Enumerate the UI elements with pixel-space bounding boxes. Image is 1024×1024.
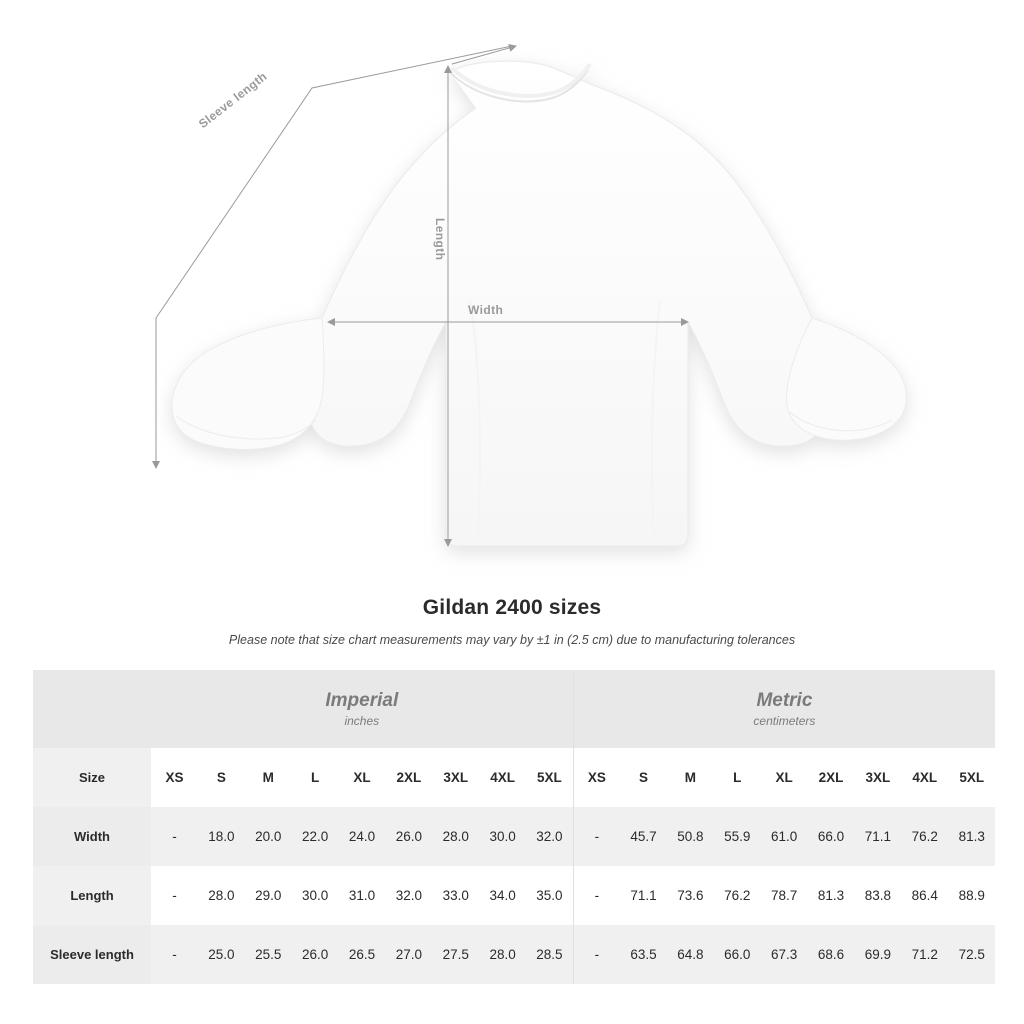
measurement-cell-metric: 66.0 xyxy=(714,925,761,984)
size-header-cell: L xyxy=(292,748,339,807)
measurement-cell-imperial: 26.5 xyxy=(339,925,386,984)
table-row xyxy=(33,866,995,925)
tolerance-note: Please note that size chart measurements may vary by ±1 in (2.5 cm) due to manufacturing tolerances xyxy=(228,633,796,647)
size-header-cell: S xyxy=(620,748,667,807)
measurement-cell-metric: 78.7 xyxy=(761,866,808,925)
measurement-cell-imperial: 32.0 xyxy=(385,866,432,925)
measurement-cell-imperial: 25.0 xyxy=(198,925,245,984)
length-label: Length xyxy=(433,218,447,261)
measurement-cell-imperial: 18.0 xyxy=(198,807,245,866)
measurement-cell-imperial: 32.0 xyxy=(526,807,573,866)
measurement-cell-metric: - xyxy=(573,866,620,925)
size-table-container xyxy=(33,670,991,984)
sleeve-length-label: Sleeve length xyxy=(196,69,270,132)
table-row xyxy=(33,807,995,866)
measurement-cell-metric: 83.8 xyxy=(854,866,901,925)
size-header-cell: 2XL xyxy=(808,748,855,807)
measurement-cell-metric: 66.0 xyxy=(808,807,855,866)
size-header-cell: 5XL xyxy=(526,748,573,807)
measurement-cell-imperial: - xyxy=(151,807,198,866)
measurement-cell-imperial: 27.5 xyxy=(432,925,479,984)
measurement-cell-imperial: 22.0 xyxy=(292,807,339,866)
measurement-cell-metric: 71.1 xyxy=(854,807,901,866)
measurement-cell-metric: 71.2 xyxy=(901,925,948,984)
table-row xyxy=(33,925,995,984)
size-header-cell: M xyxy=(667,748,714,807)
measurement-cell-imperial: 26.0 xyxy=(292,925,339,984)
size-header-cell: 2XL xyxy=(385,748,432,807)
measurement-cell-imperial: 20.0 xyxy=(245,807,292,866)
measurement-cell-metric: 68.6 xyxy=(808,925,855,984)
row-label: Sleeve length xyxy=(33,925,151,984)
measurement-cell-imperial: 30.0 xyxy=(479,807,526,866)
size-header-cell: XS xyxy=(151,748,198,807)
page-title: Gildan 2400 sizes xyxy=(422,596,602,619)
width-label: Width xyxy=(468,303,504,317)
measurement-cell-metric: 45.7 xyxy=(620,807,667,866)
measurement-cell-metric: 76.2 xyxy=(901,807,948,866)
measurement-cell-metric: 86.4 xyxy=(901,866,948,925)
size-header-cell: 4XL xyxy=(901,748,948,807)
measurement-cell-metric: 63.5 xyxy=(620,925,667,984)
measurement-cell-imperial: 34.0 xyxy=(479,866,526,925)
row-label: Width xyxy=(33,807,151,866)
imperial-unit-label: inches xyxy=(344,714,380,729)
title-block xyxy=(0,596,1024,647)
metric-unit-label: centimeters xyxy=(753,714,816,729)
size-header-cell: XS xyxy=(573,748,620,807)
size-header-cell: L xyxy=(714,748,761,807)
unit-header-spacer xyxy=(33,670,151,748)
size-header-cell: M xyxy=(245,748,292,807)
measurement-cell-imperial: 29.0 xyxy=(245,866,292,925)
measurement-cell-metric: 69.9 xyxy=(854,925,901,984)
measurement-cell-imperial: 27.0 xyxy=(385,925,432,984)
measurement-cell-metric: - xyxy=(573,807,620,866)
size-header-row xyxy=(33,748,995,807)
size-header-cell: 5XL xyxy=(948,748,995,807)
measurement-cell-imperial: 28.5 xyxy=(526,925,573,984)
measurement-cell-metric: 61.0 xyxy=(761,807,808,866)
measurement-cell-metric: 76.2 xyxy=(714,866,761,925)
size-header-cell: 3XL xyxy=(432,748,479,807)
size-header-cell: 3XL xyxy=(854,748,901,807)
measurement-cell-metric: 81.3 xyxy=(948,807,995,866)
measurement-cell-metric: 55.9 xyxy=(714,807,761,866)
measurement-cell-metric: 71.1 xyxy=(620,866,667,925)
measurement-cell-imperial: 25.5 xyxy=(245,925,292,984)
size-table xyxy=(33,670,995,984)
size-header-cell: S xyxy=(198,748,245,807)
imperial-header xyxy=(151,670,573,748)
row-label: Length xyxy=(33,866,151,925)
size-header-cell: XL xyxy=(339,748,386,807)
measurement-cell-imperial: 28.0 xyxy=(479,925,526,984)
metric-header xyxy=(573,670,995,748)
size-header-cell: 4XL xyxy=(479,748,526,807)
unit-header-row xyxy=(33,670,995,748)
measurement-cell-imperial: 28.0 xyxy=(432,807,479,866)
size-header-cell: XL xyxy=(761,748,808,807)
measurement-cell-metric: 88.9 xyxy=(948,866,995,925)
shirt-shape xyxy=(172,61,906,546)
measurement-cell-imperial: 35.0 xyxy=(526,866,573,925)
metric-system-label: Metric xyxy=(756,689,813,711)
imperial-system-label: Imperial xyxy=(325,689,399,711)
measurement-cell-imperial: 31.0 xyxy=(339,866,386,925)
size-label-cell: Size xyxy=(33,748,151,807)
measurement-cell-imperial: 26.0 xyxy=(385,807,432,866)
measurement-cell-imperial: 28.0 xyxy=(198,866,245,925)
measurement-cell-imperial: - xyxy=(151,925,198,984)
measurement-cell-metric: 73.6 xyxy=(667,866,714,925)
measurement-cell-metric: 64.8 xyxy=(667,925,714,984)
measurement-cell-metric: 81.3 xyxy=(808,866,855,925)
measurement-cell-metric: 67.3 xyxy=(761,925,808,984)
measurement-cell-metric: 72.5 xyxy=(948,925,995,984)
measurement-cell-metric: 50.8 xyxy=(667,807,714,866)
measurement-cell-imperial: - xyxy=(151,866,198,925)
measurement-cell-imperial: 33.0 xyxy=(432,866,479,925)
measurement-cell-imperial: 24.0 xyxy=(339,807,386,866)
measurement-cell-metric: - xyxy=(573,925,620,984)
measurement-cell-imperial: 30.0 xyxy=(292,866,339,925)
